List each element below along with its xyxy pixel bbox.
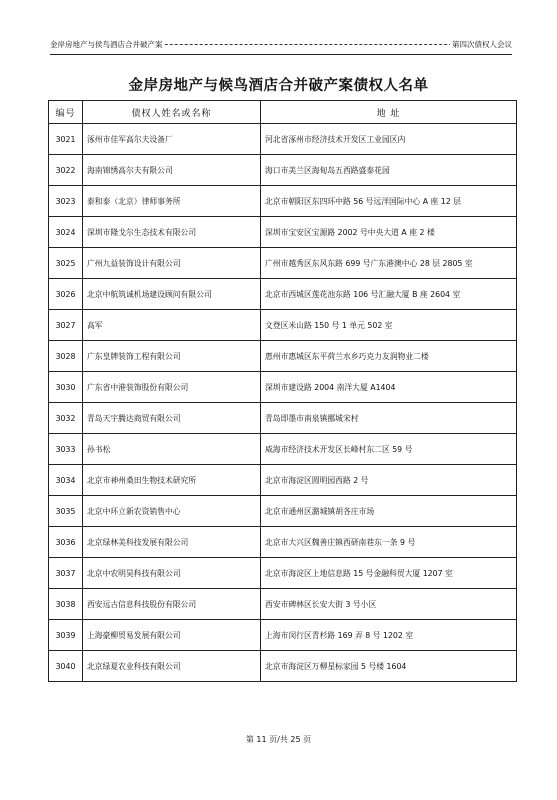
cell-address: 青岛即墨市南泉镇挪城宋村 <box>261 403 517 434</box>
cell-number: 3028 <box>49 341 83 372</box>
table-body <box>49 124 517 682</box>
cell-number: 3026 <box>49 279 83 310</box>
table-row <box>49 558 517 589</box>
cell-address: 北京市海淀区万柳星标家园 5 号楼 1604 <box>261 651 517 682</box>
table-row <box>49 310 517 341</box>
cell-number: 3033 <box>49 434 83 465</box>
table-row <box>49 403 517 434</box>
cell-creditor-name: 海南锦绣高尔夫有限公司 <box>83 155 261 186</box>
column-header-name: 债权人姓名或名称 <box>83 101 261 124</box>
table-row <box>49 341 517 372</box>
cell-creditor-name: 广东皇牌装饰工程有限公司 <box>83 341 261 372</box>
cell-number: 3027 <box>49 310 83 341</box>
cell-address: 文登区米山路 150 号 1 单元 502 室 <box>261 310 517 341</box>
cell-number: 3024 <box>49 217 83 248</box>
table-row <box>49 186 517 217</box>
table-row <box>49 248 517 279</box>
cell-address: 北京市海淀区圆明园西路 2 号 <box>261 465 517 496</box>
cell-creditor-name: 西安远古信息科技股份有限公司 <box>83 589 261 620</box>
cell-number: 3030 <box>49 372 83 403</box>
cell-creditor-name: 涿州市佳军高尔夫设备厂 <box>83 124 261 155</box>
cell-creditor-name: 上海豪柳贸易发展有限公司 <box>83 620 261 651</box>
cell-number: 3039 <box>49 620 83 651</box>
table-row <box>49 496 517 527</box>
cell-number: 3022 <box>49 155 83 186</box>
cell-creditor-name: 高军 <box>83 310 261 341</box>
table-row <box>49 465 517 496</box>
cell-creditor-name: 北京绿林美科技发展有限公司 <box>83 527 261 558</box>
cell-creditor-name: 泰和泰（北京）律师事务所 <box>83 186 261 217</box>
running-header-left: 金岸房地产与侯鸟酒店合并破产案 <box>50 40 163 49</box>
cell-number: 3023 <box>49 186 83 217</box>
cell-address: 海口市美兰区海甸岛五西路盛泰花园 <box>261 155 517 186</box>
table-row <box>49 620 517 651</box>
cell-number: 3034 <box>49 465 83 496</box>
running-header <box>50 38 512 52</box>
cell-number: 3040 <box>49 651 83 682</box>
cell-creditor-name: 孙书松 <box>83 434 261 465</box>
cell-creditor-name: 北京绿夏农业科技有限公司 <box>83 651 261 682</box>
table-row <box>49 589 517 620</box>
cell-address: 上海市闵行区青杉路 169 弄 8 号 1202 室 <box>261 620 517 651</box>
cell-address: 北京市海淀区上地信息路 15 号金融科贸大厦 1207 室 <box>261 558 517 589</box>
cell-creditor-name: 青岛天宇腾达商贸有限公司 <box>83 403 261 434</box>
cell-number: 3025 <box>49 248 83 279</box>
cell-address: 广州市越秀区东风东路 699 号广东港澳中心 28 层 2805 室 <box>261 248 517 279</box>
cell-number: 3032 <box>49 403 83 434</box>
cell-address: 惠州市惠城区东平荷兰水乡巧克力友润物业二楼 <box>261 341 517 372</box>
cell-creditor-name: 广州九益装饰设计有限公司 <box>83 248 261 279</box>
cell-creditor-name: 北京中农明昊科技有限公司 <box>83 558 261 589</box>
cell-number: 3021 <box>49 124 83 155</box>
table-row <box>49 434 517 465</box>
cell-number: 3036 <box>49 527 83 558</box>
running-header-right: 第四次债权人会议 <box>450 38 512 52</box>
table-row <box>49 527 517 558</box>
cell-address: 西安市碑林区长安大街 3 号小区 <box>261 589 517 620</box>
table-header-row <box>49 101 517 124</box>
cell-number: 3035 <box>49 496 83 527</box>
cell-creditor-name: 北京市神州桑田生物技术研究所 <box>83 465 261 496</box>
cell-address: 北京市大兴区魏善庄镇西研南巷东一条 9 号 <box>261 527 517 558</box>
cell-address: 威海市经济技术开发区长峰村东二区 59 号 <box>261 434 517 465</box>
cell-address: 北京市朝阳区东四环中路 56 号远洋国际中心 A 座 12 层 <box>261 186 517 217</box>
cell-address: 深圳市宝安区宝源路 2002 号中央大道 A 座 2 楼 <box>261 217 517 248</box>
cell-address: 深圳市建设路 2004 南洋大厦 A1404 <box>261 372 517 403</box>
cell-number: 3037 <box>49 558 83 589</box>
cell-number: 3038 <box>49 589 83 620</box>
cell-creditor-name: 北京中环立新农资销售中心 <box>83 496 261 527</box>
creditor-table <box>48 100 517 682</box>
table-row <box>49 217 517 248</box>
header-rule <box>50 54 512 55</box>
cell-creditor-name: 北京中航筑诚机场建设顾问有限公司 <box>83 279 261 310</box>
document-title: 金岸房地产与候鸟酒店合并破产案债权人名单 <box>128 77 429 94</box>
cell-creditor-name: 广东省中港装饰股份有限公司 <box>83 372 261 403</box>
cell-creditor-name: 深圳市隆戈尔生态技术有限公司 <box>83 217 261 248</box>
column-header-address: 地 址 <box>261 101 517 124</box>
cell-address: 北京市西城区莲花池东路 106 号汇融大厦 B 座 2604 室 <box>261 279 517 310</box>
cell-address: 河北省涿州市经济技术开发区工业园区内 <box>261 124 517 155</box>
cell-address: 北京市通州区潞城镇胡各庄市场 <box>261 496 517 527</box>
table-row <box>49 124 517 155</box>
table-row <box>49 155 517 186</box>
page-number: 第 11 页/共 25 页 <box>245 735 312 744</box>
table-row <box>49 372 517 403</box>
table-row <box>49 651 517 682</box>
table-row <box>49 279 517 310</box>
column-header-number: 编号 <box>49 101 83 124</box>
